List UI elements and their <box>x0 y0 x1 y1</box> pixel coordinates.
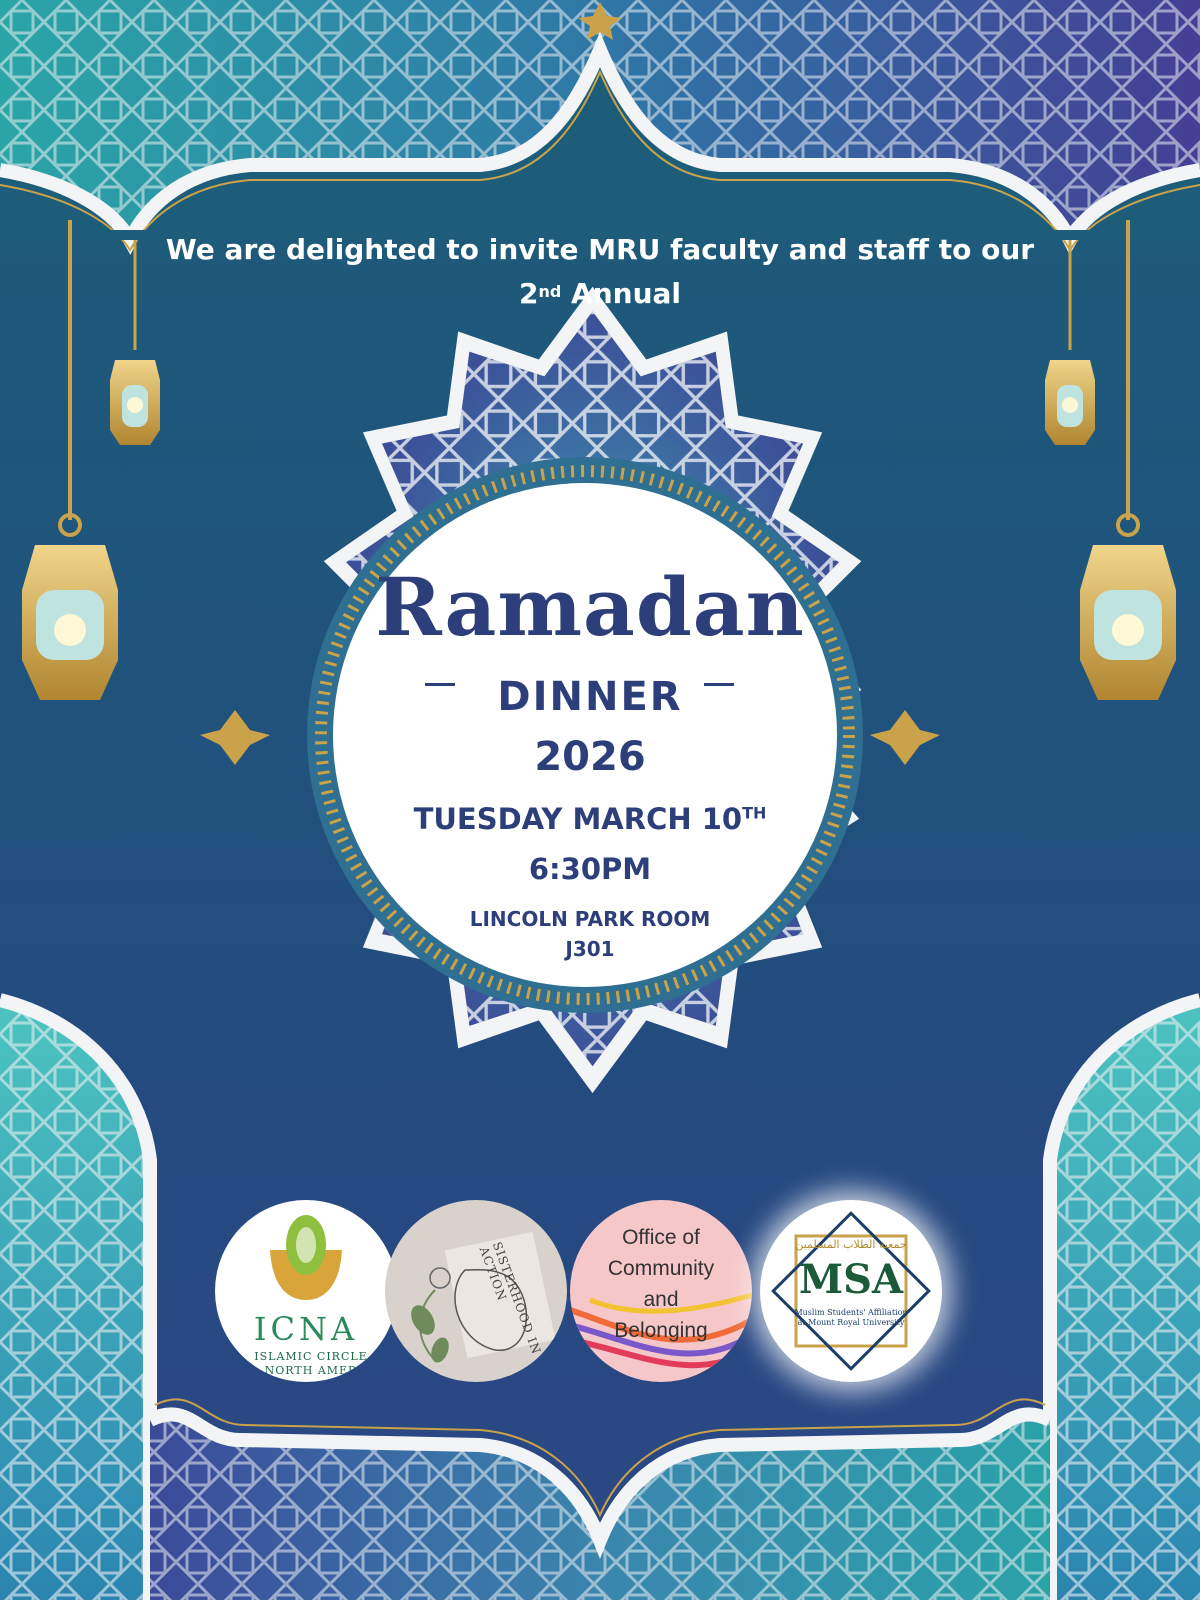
ocb-line3: and <box>643 1288 679 1311</box>
msa-subtitle-line2: at Mount Royal University <box>797 1318 905 1327</box>
event-time: 6:30PM <box>528 852 652 886</box>
ordinal-suffix: nd <box>538 282 562 301</box>
msa-subtitle <box>788 1308 914 1328</box>
event-date-suffix: TH <box>742 803 767 823</box>
sisterhood-name: SISTERHOOD IN ACTION <box>476 1240 544 1357</box>
sisterhood-in-action-logo <box>385 1200 567 1382</box>
event-title: Ramadan <box>375 560 805 654</box>
msa-name: MSA <box>798 1256 904 1303</box>
event-subtitle: DINNER <box>497 674 683 720</box>
icna-subtitle-line2: NORTH AMER <box>264 1364 358 1377</box>
msa-logo <box>760 1200 942 1382</box>
annual-line <box>0 272 1200 316</box>
ocb-line1: Office of <box>622 1226 700 1249</box>
invitation-line: We are delighted to invite MRU faculty and staff to our <box>165 233 1035 266</box>
lantern-small-right <box>1045 360 1095 445</box>
annual-text: Annual <box>571 277 682 310</box>
ocb-line4: Belonging <box>614 1319 708 1342</box>
room-number: J301 <box>565 937 615 961</box>
location-name: LINCOLN PARK ROOM <box>469 907 711 931</box>
lantern-large-right <box>1080 515 1176 700</box>
lantern-large-left <box>22 515 118 700</box>
invitation-text <box>0 228 1200 316</box>
msa-arabic-name: جمعية الطلاب المسلمين <box>795 1238 907 1251</box>
office-of-community-and-belonging-logo <box>570 1200 752 1382</box>
msa-subtitle-line1: Muslim Students' Affiliation <box>794 1308 908 1317</box>
icna-subtitle <box>231 1350 391 1378</box>
icna-name: ICNA <box>253 1310 359 1348</box>
event-date <box>300 802 880 836</box>
ocb-name <box>570 1222 752 1346</box>
event-location <box>300 904 880 964</box>
ordinal-number: 2 <box>518 277 539 310</box>
event-year: 2026 <box>534 734 646 780</box>
icna-logo <box>215 1200 397 1382</box>
icna-subtitle-line1: ISLAMIC CIRCLE <box>254 1350 368 1363</box>
lantern-small-left <box>110 360 160 445</box>
ocb-line2: Community <box>607 1257 715 1280</box>
event-date-main: TUESDAY MARCH 10 <box>413 802 743 836</box>
